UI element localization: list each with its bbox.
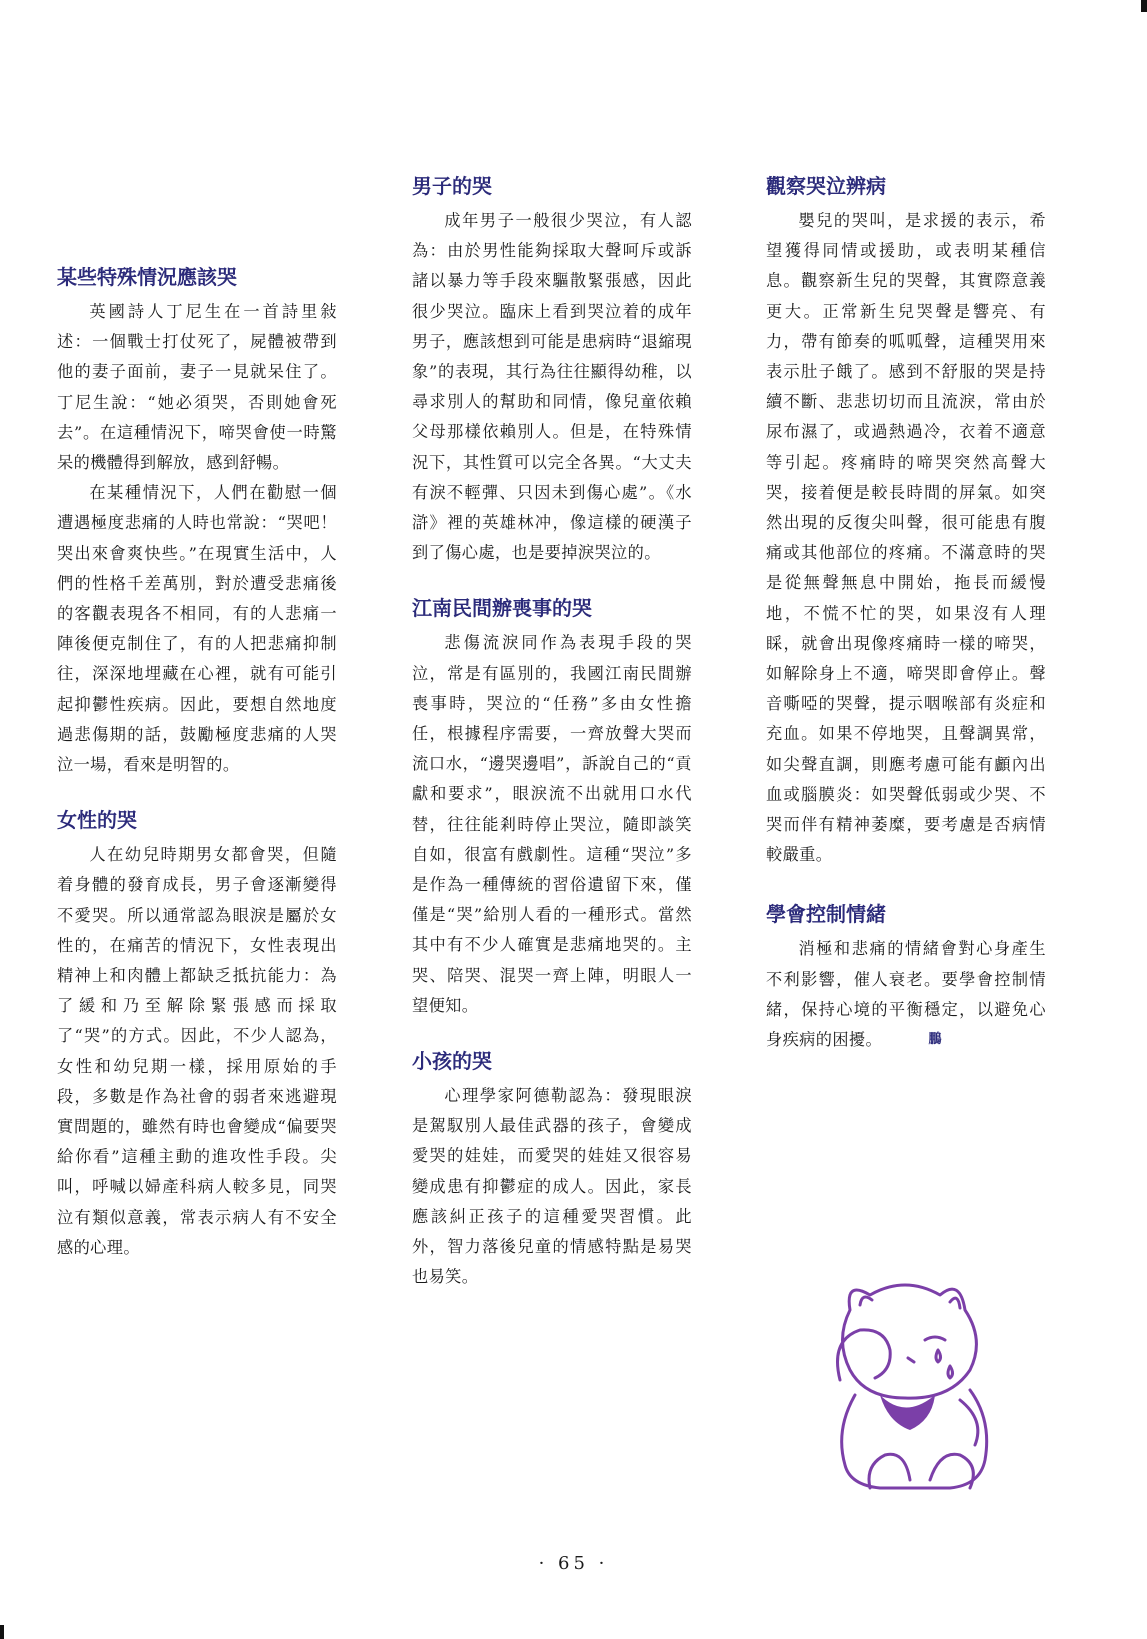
paragraph-text: 消極和悲痛的情緒會對心身產生不利影響，催人衰老。要學會控制情緒，保持心境的平衡穩定，以避免心身疾病的困擾。 (766, 939, 1046, 1050)
paragraph: 成年男子一般很少哭泣，有人認為：由於男性能夠採取大聲呵斥或訴諸以暴力等手段來驅散緊張感，因此很少哭泣。臨床上看到哭泣着的成年男子，應該想到可能是患病時“退縮現象”的表現，其行為往往顯得幼稚，以尋求別人的幫助和同情，像兒童依賴父母那樣依賴別人。但是，在特殊情況下，其性質可以完全各異。“大丈夫有淚不輕彈、只因未到傷心處”。《水滸》裡的英雄林冲，像這樣的硬漢子到了傷心處，也是要掉淚哭泣的。 (412, 211, 692, 563)
column-middle (412, 172, 692, 1293)
paragraph: 人在幼兒時期男女都會哭，但隨着身體的發育成長，男子會逐漸變得不愛哭。所以通常認為眼淚是屬於女性的，在痛苦的情況下，女性表現出精神上和肉體上都缺乏抵抗能力：為了緩和乃至解除緊張感而採取了“哭”的方式。因此，不少人認為，女性和幼兒期一樣，採用原始的手段，多數是作為社會的弱者來逃避現實問題的，雖然有時也會變成“偏要哭給你看”這種主動的進攻性手段。尖叫，呼喊以婦產科病人較多見，同哭泣有類似意義，常表示病人有不安全感的心理。 (57, 845, 337, 1257)
paragraph (766, 934, 1046, 1055)
author-seal: 鵬 (928, 1032, 942, 1048)
section-heading: 江南民間辦喪事的哭 (412, 596, 592, 621)
section-female (57, 806, 337, 1263)
section-observe (766, 172, 1046, 870)
paragraph: 心理學家阿德勒認為：發現眼淚是駕馭別人最佳武器的孩子，會變成愛哭的娃娃，而愛哭的娃娃又很容易變成患有抑鬱症的成人。因此，家長應該糾正孩子的這種愛哭習慣。此外，智力落後兒童的情感特點是易哭也易笑。 (412, 1086, 692, 1287)
section-heading: 女性的哭 (57, 808, 137, 833)
paragraph: 在某種情況下，人們在勸慰一個遭遇極度悲痛的人時也常說：“哭吧！哭出來會爽快些。”在現實生活中，人們的性格千差萬別，對於遭受悲痛後的客觀表現各不相同，有的人悲痛一陣後便克制住了，有的人把悲痛抑制往，深深地埋藏在心裡，就有可能引起抑鬱性疾病。因此，要想自然地度過悲傷期的話，鼓勵極度悲痛的人哭泣一場，看來是明智的。 (57, 483, 337, 775)
column-left (57, 263, 337, 1263)
section-jiangnan (412, 594, 692, 1021)
paragraph: 嬰兒的哭叫，是求援的表示，希望獲得同情或援助，或表明某種信息。觀察新生兒的哭聲，其實際意義更大。正常新生兒哭聲是響亮、有力，帶有節奏的呱呱聲，這種哭用來表示肚子餓了。感到不舒服的哭是持續不斷、悲悲切切而且流淚，常由於尿布濕了，或過熱過冷，衣着不適意等引起。疼痛時的啼哭突然高聲大哭，接着便是較長時間的屏氣。如突然出現的反復尖叫聲，很可能患有腹痛或其他部位的疼痛。不滿意時的哭是從無聲無息中開始，拖長而緩慢地，不慌不忙的哭，如果沒有人理睬，就會出現像疼痛時一樣的啼哭，如解除身上不適，啼哭即會停止。聲音嘶啞的哭聲，提示咽喉部有炎症和充血。如果不停地哭，且聲調異常，如尖聲直調，則應考慮可能有顱內出血或腦膜炎：如哭聲低弱或少哭、不哭而伴有精神萎糜，要考慮是否病情較嚴重。 (766, 211, 1046, 865)
crying-cat-illustration-icon (810, 1270, 1030, 1510)
page-number: · 65 · (538, 1553, 609, 1574)
scan-corner-mark (0, 1625, 4, 1639)
section-male (412, 172, 692, 568)
paragraph: 英國詩人丁尼生在一首詩里敍述：一個戰士打仗死了，屍體被帶到他的妻子面前，妻子一見就呆住了。丁尼生說：“她必須哭，否則她會死去”。在這種情況下，啼哭會使一時驚呆的機體得到解放，感到舒暢。 (57, 302, 337, 473)
paragraph: 悲傷流淚同作為表現手段的哭泣，常是有區別的，我國江南民間辦喪事時，哭泣的“任務”多由女性擔任，根據程序需要，一齊放聲大哭而流口水，“邊哭邊唱”，訴說自己的“貢獻和要求”，眼淚流不出就用口水代替，往往能剎時停止哭泣，隨即談笑自如，很富有戲劇性。這種“哭泣”多是作為一種傳統的習俗遺留下來，僅僅是“哭”給別人看的一種形式。當然其中有不少人確實是悲痛地哭的。主哭、陪哭、混哭一齊上陣，明眼人一望便知。 (412, 633, 692, 1015)
section-heading: 小孩的哭 (412, 1049, 492, 1074)
column-right (766, 172, 1046, 1056)
section-special-cases (57, 263, 337, 780)
section-heading: 學會控制情緒 (766, 902, 886, 927)
section-child (412, 1047, 692, 1292)
section-heading: 觀察哭泣辨病 (766, 174, 886, 198)
section-heading: 男子的哭 (412, 174, 492, 198)
section-heading: 某些特殊情況應該哭 (57, 265, 237, 289)
section-control (766, 900, 1046, 1055)
scan-corner-mark (1141, 0, 1147, 12)
